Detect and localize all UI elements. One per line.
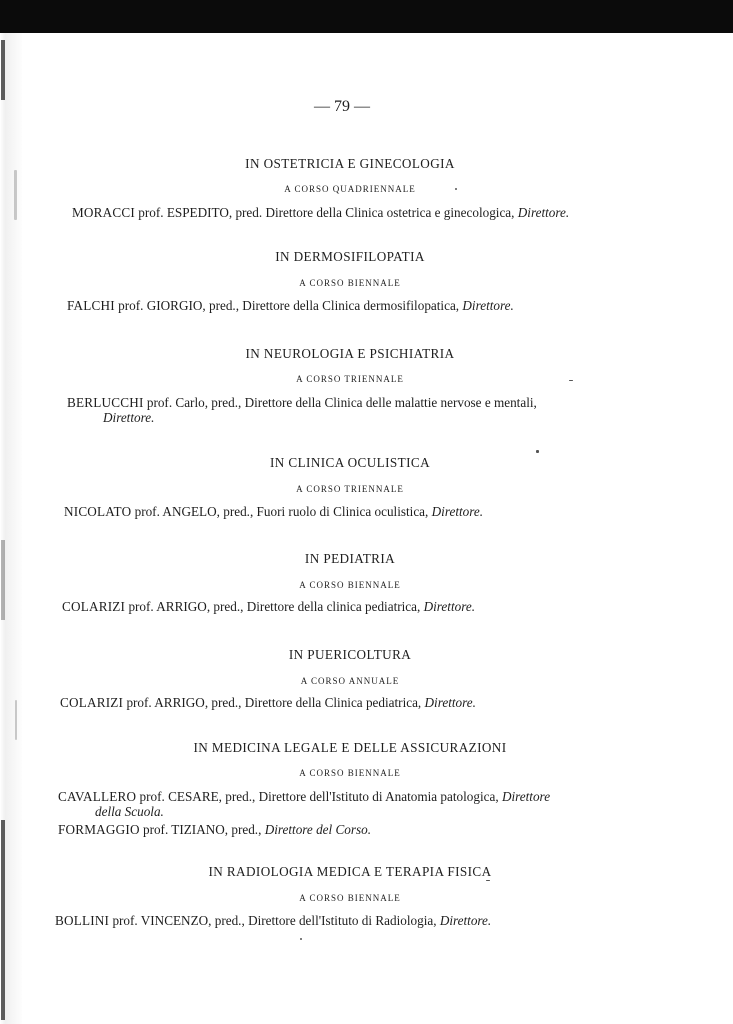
- faculty-entry: [62, 599, 475, 615]
- faculty-entry: [72, 205, 569, 221]
- section-heading: IN PUERICOLTURA: [288, 647, 412, 662]
- faculty-name: COLARIZI: [60, 695, 124, 710]
- faculty-entry: [64, 504, 483, 520]
- faculty-role: Direttore.: [462, 298, 514, 313]
- section-heading: IN RADIOLOGIA MEDICA E TERAPIA FISICA: [208, 864, 492, 879]
- faculty-name: BOLLINI: [55, 913, 110, 928]
- faculty-entry: [58, 789, 550, 805]
- scan-edge-mark: [14, 170, 17, 220]
- course-duration: A CORSO BIENNALE: [299, 580, 401, 590]
- course-duration: A CORSO BIENNALE: [299, 278, 401, 288]
- faculty-name: FORMAGGIO: [58, 822, 140, 837]
- course-duration: A CORSO BIENNALE: [299, 768, 401, 778]
- faculty-role: Direttore.: [103, 410, 155, 425]
- scan-edge-mark: [1, 40, 5, 100]
- faculty-role: Direttore: [501, 789, 551, 804]
- faculty-entry: [58, 822, 371, 838]
- section-heading: IN NEUROLOGIA E PSICHIATRIA: [245, 346, 455, 361]
- section-heading: IN PEDIATRIA: [304, 551, 396, 566]
- faculty-role: Direttore.: [424, 695, 476, 710]
- course-duration: A CORSO ANNUALE: [300, 676, 400, 686]
- faculty-name: MORACCI: [72, 205, 135, 220]
- faculty-details: prof. GIORGIO, pred., Direttore della Clinica dermosifilopatica,: [114, 298, 463, 313]
- faculty-name: NICOLATO: [64, 504, 132, 519]
- course-duration: A CORSO TRIENNALE: [296, 484, 404, 494]
- faculty-details: prof. TIZIANO, pred.,: [139, 822, 265, 837]
- faculty-role: Direttore.: [423, 599, 475, 614]
- faculty-name: COLARIZI: [62, 599, 126, 614]
- faculty-entry: [67, 395, 537, 411]
- scan-speck: [300, 938, 302, 940]
- section-heading: IN MEDICINA LEGALE E DELLE ASSICURAZIONI: [193, 740, 507, 755]
- faculty-role: della Scuola.: [95, 804, 164, 819]
- page-number: — 79 —: [314, 98, 370, 115]
- faculty-name: CAVALLERO: [58, 789, 137, 804]
- faculty-details: prof. ARRIGO, pred., Direttore della Clinica pediatrica,: [123, 695, 425, 710]
- section-heading: IN DERMOSIFILOPATIA: [275, 249, 425, 264]
- faculty-entry: [60, 695, 476, 711]
- course-duration: A CORSO TRIENNALE: [296, 374, 404, 384]
- faculty-role: Direttore.: [517, 205, 570, 220]
- scan-speck: [536, 450, 539, 453]
- faculty-role: Direttore.: [439, 913, 492, 928]
- faculty-role: Direttore.: [431, 504, 484, 519]
- faculty-details: prof. Carlo, pred., Direttore della Clinica delle malattie nervose e mentali,: [143, 395, 537, 410]
- course-duration: A CORSO BIENNALE: [299, 893, 401, 903]
- section-heading: IN OSTETRICIA E GINECOLOGIA: [245, 156, 455, 171]
- faculty-entry: [55, 913, 491, 929]
- faculty-details: prof. ESPEDITO, pred. Direttore della Clinica ostetrica e ginecologica,: [134, 205, 518, 220]
- faculty-entry: [67, 298, 514, 314]
- faculty-details: prof. VINCENZO, pred., Direttore dell'Istituto di Radiologia,: [109, 913, 440, 928]
- faculty-name: BERLUCCHI: [67, 395, 144, 410]
- course-duration: A CORSO QUADRIENNALE: [284, 184, 416, 194]
- faculty-name: FALCHI: [67, 298, 115, 313]
- scan-speck: [486, 880, 490, 881]
- faculty-role: Direttore del Corso.: [264, 822, 372, 837]
- scan-edge-mark: [15, 700, 17, 740]
- faculty-details: prof. CESARE, pred., Direttore dell'Istituto di Anatomia patologica,: [136, 789, 502, 804]
- scan-edge-mark: [1, 820, 5, 1020]
- faculty-details: prof. ARRIGO, pred., Direttore della clinica pediatrica,: [125, 599, 424, 614]
- faculty-details: prof. ANGELO, pred., Fuori ruolo di Clinica oculistica,: [131, 504, 432, 519]
- section-heading: IN CLINICA OCULISTICA: [269, 455, 431, 470]
- scan-top-border: [0, 0, 733, 33]
